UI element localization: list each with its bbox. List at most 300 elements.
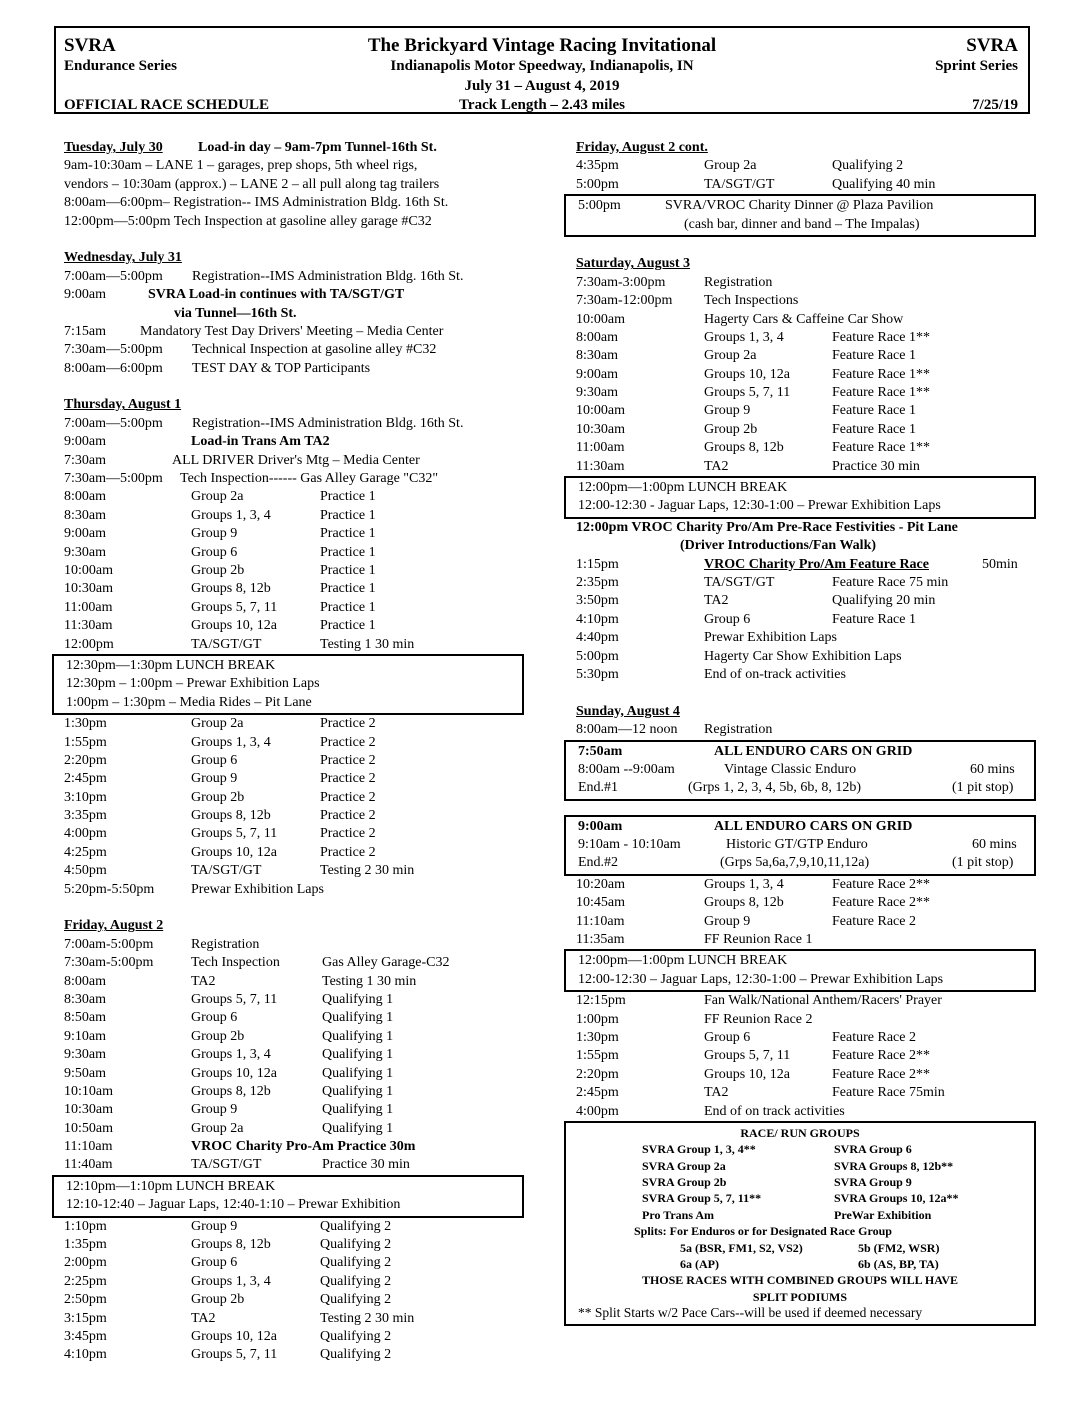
schedule-row: [576, 458, 1036, 476]
session-cell: Practice 2: [320, 752, 376, 768]
group-cell: Groups 10, 12a: [191, 844, 277, 860]
right-series-title: SVRA: [966, 35, 1018, 56]
group-pair-row: [566, 1158, 1034, 1174]
lunch-row: [66, 694, 522, 712]
session-cell: Practice 30 min: [322, 1157, 410, 1173]
time-cell: 7:00am—5:00pm: [64, 415, 163, 431]
time-cell: 10:30am: [64, 1102, 113, 1118]
enduro-2-box: [564, 815, 1036, 876]
split-name: 5a (BSR, FM1, S2, VS2): [680, 1240, 803, 1255]
tuesday-line: [64, 194, 524, 212]
schedule-row: [64, 268, 524, 286]
schedule-row: [576, 611, 1036, 629]
session-cell: Feature Race 2**: [832, 876, 930, 892]
group-cell: Tech Inspection: [191, 955, 280, 971]
split-row: [566, 1256, 1034, 1272]
session-cell: Qualifying 1: [322, 991, 394, 1007]
enduro-duration: 60 mins: [970, 761, 1015, 777]
tuesday-text: vendors – 10:30am (approx.) – LANE 2 – all pull along tag trailers: [64, 176, 440, 192]
day-heading: Tuesday, July 30: [64, 140, 163, 155]
schedule-row: [64, 844, 524, 862]
session-cell: Practice 2: [320, 789, 376, 805]
event-cell: Registration--IMS Administration Bldg. 16th St.: [192, 268, 464, 284]
time-cell: 2:35pm: [576, 574, 619, 590]
vroc-festivities: 12:00pm VROC Charity Pro/Am Pre-Race Festivities - Pit Lane: [576, 519, 958, 535]
schedule-row: [64, 544, 524, 562]
schedule-row: [64, 1291, 524, 1309]
session-cell: Feature Race 1: [832, 421, 916, 437]
group-name: SVRA Group 5, 7, 11**: [642, 1191, 762, 1206]
enduro-1-box: [564, 740, 1036, 801]
group-cell: TA/SGT/GT: [191, 636, 262, 652]
group-cell: FF Reunion Race 2: [704, 1011, 813, 1027]
session-cell: Qualifying 1: [322, 1065, 394, 1081]
time-cell: 10:30am: [64, 581, 113, 597]
group-cell: TA2: [704, 593, 729, 609]
group-cell: Group 9: [704, 403, 751, 419]
lunch-row: [578, 479, 1034, 497]
schedule-row: [64, 715, 524, 733]
session-cell: Qualifying 2: [320, 1237, 392, 1253]
group-cell: Groups 5, 7, 11: [191, 991, 278, 1007]
enduro-duration: 60 mins: [972, 837, 1017, 853]
session-cell: Qualifying 2: [320, 1255, 392, 1271]
group-cell: Group 2a: [191, 716, 244, 732]
time-cell: 9:10am: [64, 1028, 106, 1044]
group-cell: TA2: [191, 1310, 216, 1326]
schedule-row: [64, 1046, 524, 1064]
session-cell: Testing 1 30 min: [320, 636, 415, 652]
tuesday-heading-detail: Load-in day – 9am-7pm Tunnel-16th St.: [198, 140, 437, 155]
dinner-detail: (cash bar, dinner and band – The Impalas): [684, 216, 920, 232]
session-cell: Feature Race 1**: [832, 329, 930, 345]
schedule-row: [64, 507, 524, 525]
session-cell: Qualifying 1: [322, 1028, 394, 1044]
schedule-row: [64, 360, 524, 378]
time-cell: 10:50am: [64, 1120, 113, 1136]
session-cell: Practice 2: [320, 808, 376, 824]
session-cell: Practice 2: [320, 716, 376, 732]
session-cell: Qualifying 1: [322, 1010, 394, 1026]
time-cell: 8:00am—6:00pm: [64, 360, 163, 376]
event-cell: Registration: [704, 722, 773, 738]
sunday-lunch-box: [564, 949, 1036, 992]
time-cell: 9:30am: [64, 1047, 106, 1063]
day-heading: Thursday, August 1: [64, 397, 182, 413]
event-cell: VROC Charity Pro-Am Practice 30m: [191, 1139, 416, 1155]
group-name: PreWar Exhibition: [834, 1207, 932, 1222]
time-cell: 4:35pm: [576, 158, 619, 174]
time-cell: 4:50pm: [64, 863, 107, 879]
schedule-row: [576, 347, 1036, 365]
lunch-row: [66, 675, 522, 693]
session-cell: Feature Race 1: [832, 348, 916, 364]
schedule-row: [64, 825, 524, 843]
group-name: Pro Trans Am: [642, 1207, 715, 1222]
schedule-row: [576, 1084, 1036, 1102]
enduro-groups-row: [578, 779, 1034, 797]
time-cell: 5:30pm: [576, 666, 619, 682]
time-cell: 5:00pm: [578, 198, 621, 214]
group-cell: Groups 1, 3, 4: [704, 329, 784, 345]
group-cell: Groups 10, 12a: [704, 366, 790, 382]
group-cell: Prewar Exhibition Laps: [704, 630, 837, 646]
dinner-box: [564, 194, 1036, 237]
day-heading: Wednesday, July 31: [64, 250, 182, 266]
enduro-groups-row: [578, 854, 1034, 872]
lunch-text: 12:30pm – 1:00pm – Prewar Exhibition Laps: [66, 676, 320, 692]
schedule-row: [64, 789, 524, 807]
schedule-row: [576, 592, 1036, 610]
group-cell: Group 2a: [704, 348, 757, 364]
schedule-row: [576, 1029, 1036, 1047]
time-cell: 10:00am: [576, 311, 625, 327]
schedule-row: [64, 580, 524, 598]
group-cell: TA2: [704, 458, 729, 474]
group-cell: Groups 8, 12b: [191, 581, 271, 597]
time-cell: 11:30am: [576, 458, 625, 474]
time-cell: 2:20pm: [64, 752, 107, 768]
grid-call: ALL ENDURO CARS ON GRID: [714, 743, 913, 759]
time-cell: 4:00pm: [64, 826, 107, 842]
saturday-heading-row: [576, 255, 1036, 273]
groups-note: SPLIT PODIUMS: [752, 1289, 848, 1304]
schedule-row: [576, 1011, 1036, 1029]
group-cell: TA/SGT/GT: [704, 176, 775, 192]
group-cell: TA/SGT/GT: [191, 1157, 262, 1173]
group-cell: Group 2b: [191, 1028, 245, 1044]
revision-date: 7/25/19: [972, 97, 1018, 113]
group-name: SVRA Group 2b: [642, 1175, 727, 1190]
schedule-row: [576, 421, 1036, 439]
lunch-row: [578, 971, 1034, 989]
wednesday-heading-row: [64, 249, 524, 267]
groups-note-row: [566, 1305, 1034, 1321]
event-cell: Load-in Trans Am TA2: [191, 434, 330, 450]
schedule-row: [576, 1103, 1036, 1121]
group-cell: Groups 1, 3, 4: [191, 734, 271, 750]
schedule-row: [64, 415, 524, 433]
session-cell: Feature Race 1**: [832, 385, 930, 401]
time-cell: 11:10am: [576, 913, 625, 929]
groups-title-row: [566, 1125, 1034, 1141]
schedule-row: [64, 936, 524, 954]
tuesday-text: 9am-10:30am – LANE 1 – garages, prep shops, 5th wheel rigs,: [64, 158, 418, 174]
group-cell: Group 9: [704, 913, 751, 929]
schedule-row: [64, 770, 524, 788]
time-cell: 9:30am: [576, 385, 618, 401]
session-cell: Qualifying 2: [320, 1347, 392, 1363]
schedule-row: [64, 599, 524, 617]
left-series-subtitle: Endurance Series: [64, 58, 177, 74]
time-cell: 10:00am: [64, 562, 113, 578]
group-cell: Groups 1, 3, 4: [191, 1047, 271, 1063]
enduro-groups: (Grps 1, 2, 3, 4, 5b, 6b, 8, 12b): [688, 780, 862, 796]
time-cell: 7:30am—5:00pm: [64, 471, 163, 487]
group-cell: Group 6: [191, 1010, 238, 1026]
group-cell: Registration: [191, 936, 260, 952]
group-cell: Groups 5, 7, 11: [704, 1048, 791, 1064]
group-name: SVRA Group 1, 3, 4**: [642, 1142, 756, 1157]
event-cell: TEST DAY & TOP Participants: [192, 360, 371, 376]
group-cell: End of on track activities: [704, 1103, 845, 1119]
header-box: [54, 26, 1030, 114]
lunch-text: 12:00-12:30 - Jaguar Laps, 12:30-1:00 – Prewar Exhibition Laps: [578, 498, 941, 514]
split-name: 5b (FM2, WSR): [858, 1240, 940, 1255]
right-series-subtitle: Sprint Series: [935, 58, 1018, 74]
group-cell: Hagerty Cars & Caffeine Car Show: [704, 311, 904, 327]
group-cell: Group 9: [191, 526, 238, 542]
schedule-row: [64, 470, 524, 488]
group-cell: Groups 1, 3, 4: [191, 1273, 271, 1289]
time-cell: 3:10pm: [64, 789, 107, 805]
group-cell: Group 6: [191, 752, 238, 768]
schedule-row: [576, 329, 1036, 347]
session-cell: Practice 1: [320, 507, 376, 523]
time-cell: 1:30pm: [576, 1029, 619, 1045]
group-cell: Groups 8, 12b: [191, 1083, 271, 1099]
schedule-row: [576, 931, 1036, 949]
time-cell: 9:00am: [576, 366, 618, 382]
schedule-row: [576, 157, 1036, 175]
groups-note: THOSE RACES WITH COMBINED GROUPS WILL HAVE: [641, 1273, 959, 1288]
tuesday-text: 8:00am—6:00pm– Registration-- IMS Administration Bldg. 16th St.: [64, 195, 449, 211]
vroc-festivities-row: [576, 537, 1036, 555]
vroc-festivities-detail: (Driver Introductions/Fan Walk): [680, 538, 877, 554]
schedule-row: [64, 1028, 524, 1046]
day-heading: Sunday, August 4: [576, 703, 680, 719]
thursday-heading-row: [64, 396, 524, 414]
schedule-row: [64, 991, 524, 1009]
event-cell: SVRA Load-in continues with TA/SGT/GT: [148, 287, 405, 303]
time-cell: 5:20pm-5:50pm: [64, 881, 155, 897]
group-cell: Group 2b: [191, 562, 245, 578]
time-cell: 11:00am: [64, 599, 113, 615]
split-name: 6a (AP): [680, 1257, 719, 1272]
session-cell: Feature Race 2: [832, 913, 916, 929]
session-cell: Feature Race 2**: [832, 895, 930, 911]
lunch-text: 12:30pm—1:30pm LUNCH BREAK: [66, 657, 276, 673]
schedule-row: [576, 992, 1036, 1010]
time-cell: 3:35pm: [64, 808, 107, 824]
group-cell: Group 2b: [191, 1292, 245, 1308]
schedule-row: [576, 439, 1036, 457]
schedule-row: [64, 1346, 524, 1364]
group-cell: TA/SGT/GT: [191, 863, 262, 879]
group-cell: Groups 1, 3, 4: [704, 876, 784, 892]
time-cell: 10:00am: [576, 403, 625, 419]
group-cell: Hagerty Car Show Exhibition Laps: [704, 648, 902, 664]
group-cell: Groups 8, 12b: [191, 808, 271, 824]
tuesday-text: 12:00pm—5:00pm Tech Inspection at gasoline alley garage #C32: [64, 213, 432, 229]
group-cell: Group 2a: [191, 1120, 244, 1136]
session-cell: Qualifying 40 min: [832, 176, 936, 192]
schedule-row: [576, 274, 1036, 292]
schedule-row: [64, 323, 524, 341]
time-cell: 7:30am—5:00pm: [64, 342, 163, 358]
schedule-row: [64, 636, 524, 654]
right-column: [576, 139, 1036, 1326]
group-cell: Group 9: [191, 1102, 238, 1118]
session-cell: Practice 2: [320, 826, 376, 842]
schedule-row: [64, 488, 524, 506]
session-cell: Qualifying 1: [322, 1120, 394, 1136]
session-cell: Feature Race 2**: [832, 1066, 930, 1082]
session-cell: Qualifying 1: [322, 1102, 394, 1118]
group-name: SVRA Group 2a: [642, 1158, 726, 1173]
left-series-title: SVRA: [64, 35, 116, 56]
time-cell: 9:00am: [64, 526, 106, 542]
event-cell: Registration--IMS Administration Bldg. 16th St.: [192, 415, 464, 431]
session-cell: Feature Race 1**: [832, 440, 930, 456]
event-cell: via Tunnel—16th St.: [174, 305, 297, 321]
time-cell: 12:00pm: [64, 636, 114, 652]
time-cell: 11:40am: [64, 1157, 113, 1173]
time-cell: 11:30am: [64, 618, 113, 634]
saturday-lunch-box: [564, 476, 1036, 519]
session-cell: Qualifying 1: [322, 1047, 394, 1063]
event-cell: Technical Inspection at gasoline alley #C32: [192, 342, 437, 358]
session-cell: Practice 1: [320, 544, 376, 560]
group-cell: Group 6: [191, 544, 238, 560]
group-cell: Groups 8, 12b: [704, 440, 784, 456]
session-cell: Practice 2: [320, 844, 376, 860]
session-cell: Practice 1: [320, 618, 376, 634]
time-cell: 1:55pm: [576, 1048, 619, 1064]
schedule-row: [64, 452, 524, 470]
session-cell: Feature Race 1: [832, 611, 916, 627]
schedule-row: [64, 973, 524, 991]
time-cell: 8:00am—12 noon: [576, 722, 678, 738]
schedule-row: [64, 752, 524, 770]
time-cell: 1:10pm: [64, 1218, 107, 1234]
group-pair-row: [566, 1141, 1034, 1157]
event-venue: Indianapolis Motor Speedway, Indianapolis, IN: [390, 58, 694, 74]
lunch-text: 12:10pm—1:10pm LUNCH BREAK: [66, 1178, 276, 1194]
group-cell: Group 9: [191, 771, 238, 787]
session-cell: Practice 30 min: [832, 458, 920, 474]
schedule-row: [64, 1273, 524, 1291]
schedule-row: [576, 666, 1036, 684]
group-cell: Groups 10, 12a: [704, 1066, 790, 1082]
group-cell: Fan Walk/National Anthem/Racers' Prayer: [704, 993, 942, 1009]
time-cell: 8:00am --9:00am: [578, 761, 675, 777]
time-cell: 2:45pm: [576, 1085, 619, 1101]
session-cell: Feature Race 2: [832, 1029, 916, 1045]
grid-call: ALL ENDURO CARS ON GRID: [714, 818, 913, 834]
schedule-row: [64, 1218, 524, 1236]
time-cell: 7:30am-3:00pm: [576, 274, 666, 290]
schedule-row: [64, 1138, 524, 1156]
friday-cont-heading-row: [576, 139, 1036, 157]
groups-title: RACE/ RUN GROUPS: [740, 1125, 860, 1140]
time-cell: 9:10am - 10:10am: [578, 837, 681, 853]
group-cell: Groups 5, 7, 11: [191, 599, 278, 615]
session-cell: Gas Alley Garage-C32: [322, 955, 450, 971]
session-cell: Practice 1: [320, 581, 376, 597]
group-cell: TA/SGT/GT: [704, 574, 775, 590]
lunch-text: 12:00-12:30 – Jaguar Laps, 12:30-1:00 – Prewar Exhibition Laps: [578, 971, 944, 987]
schedule-row: [64, 1156, 524, 1174]
time-cell: 7:00am—5:00pm: [64, 268, 163, 284]
schedule-row: [64, 734, 524, 752]
schedule-row: [576, 574, 1036, 592]
time-cell: 4:40pm: [576, 630, 619, 646]
group-cell: Prewar Exhibition Laps: [191, 881, 324, 897]
time-cell: 8:00am: [64, 489, 106, 505]
session-cell: Feature Race 75 min: [832, 574, 949, 590]
session-cell: Testing 2 30 min: [320, 1310, 415, 1326]
schedule-row: [576, 648, 1036, 666]
time-cell: 7:15am: [64, 323, 106, 339]
lunch-row: [66, 657, 522, 675]
friday-heading-row: [64, 917, 524, 935]
enduro-grid-row: [578, 743, 1034, 761]
group-cell: Group 6: [704, 1029, 751, 1045]
group-cell: End of on-track activities: [704, 666, 846, 682]
track-length: Track Length – 2.43 miles: [459, 97, 625, 113]
time-cell: 8:50am: [64, 1010, 106, 1026]
group-cell: Group 6: [704, 611, 751, 627]
time-cell: 1:55pm: [64, 734, 107, 750]
schedule-row: [576, 402, 1036, 420]
schedule-row: [64, 1083, 524, 1101]
time-cell: 1:30pm: [64, 716, 107, 732]
enduro-pit: (1 pit stop): [952, 855, 1014, 871]
time-cell: 7:50am: [578, 743, 623, 759]
session-cell: 50min: [982, 556, 1018, 572]
session-cell: Practice 1: [320, 562, 376, 578]
tuesday-line: [64, 213, 524, 231]
enduro-race-row: [578, 761, 1034, 779]
group-pair-row: [566, 1190, 1034, 1206]
session-cell: Qualifying 2: [832, 158, 904, 174]
enduro-pit: (1 pit stop): [952, 780, 1014, 796]
group-cell: FF Reunion Race 1: [704, 932, 813, 948]
day-heading: Friday, August 2: [64, 918, 164, 934]
group-name: SVRA Groups 8, 12b**: [834, 1158, 954, 1173]
lunch-row: [578, 497, 1034, 515]
time-cell: 9:50am: [64, 1065, 106, 1081]
tuesday-line: [64, 176, 524, 194]
group-cell: Groups 10, 12a: [191, 1329, 277, 1344]
group-cell: Group 2b: [704, 421, 758, 437]
schedule-row: [576, 311, 1036, 329]
schedule-row: [64, 433, 524, 451]
session-cell: Feature Race 1: [832, 403, 916, 419]
schedule-row: [576, 1047, 1036, 1065]
time-cell: 8:30am: [64, 507, 106, 523]
schedule-row: [64, 525, 524, 543]
event-cell: Mandatory Test Day Drivers' Meeting – Media Center: [140, 323, 444, 339]
session-cell: Qualifying 2: [320, 1292, 392, 1308]
schedule-row: [576, 176, 1036, 194]
lunch-text: 12:10-12:40 – Jaguar Laps, 12:40-1:10 – Prewar Exhibition: [66, 1197, 401, 1213]
time-cell: 3:15pm: [64, 1310, 107, 1326]
time-cell: 5:00pm: [576, 648, 619, 664]
time-cell: 2:00pm: [64, 1255, 107, 1271]
left-column: [64, 139, 524, 1365]
group-cell: Group 2a: [704, 158, 757, 174]
dinner-row: [578, 216, 1034, 234]
split-name: 6b (AS, BP, TA): [858, 1257, 939, 1272]
schedule-row: [64, 617, 524, 635]
time-cell: 5:00pm: [576, 176, 619, 192]
vroc-festivities-row: [576, 519, 1036, 537]
group-name: SVRA Group 9: [834, 1175, 912, 1190]
schedule-row: [64, 562, 524, 580]
schedule-row: [64, 862, 524, 880]
